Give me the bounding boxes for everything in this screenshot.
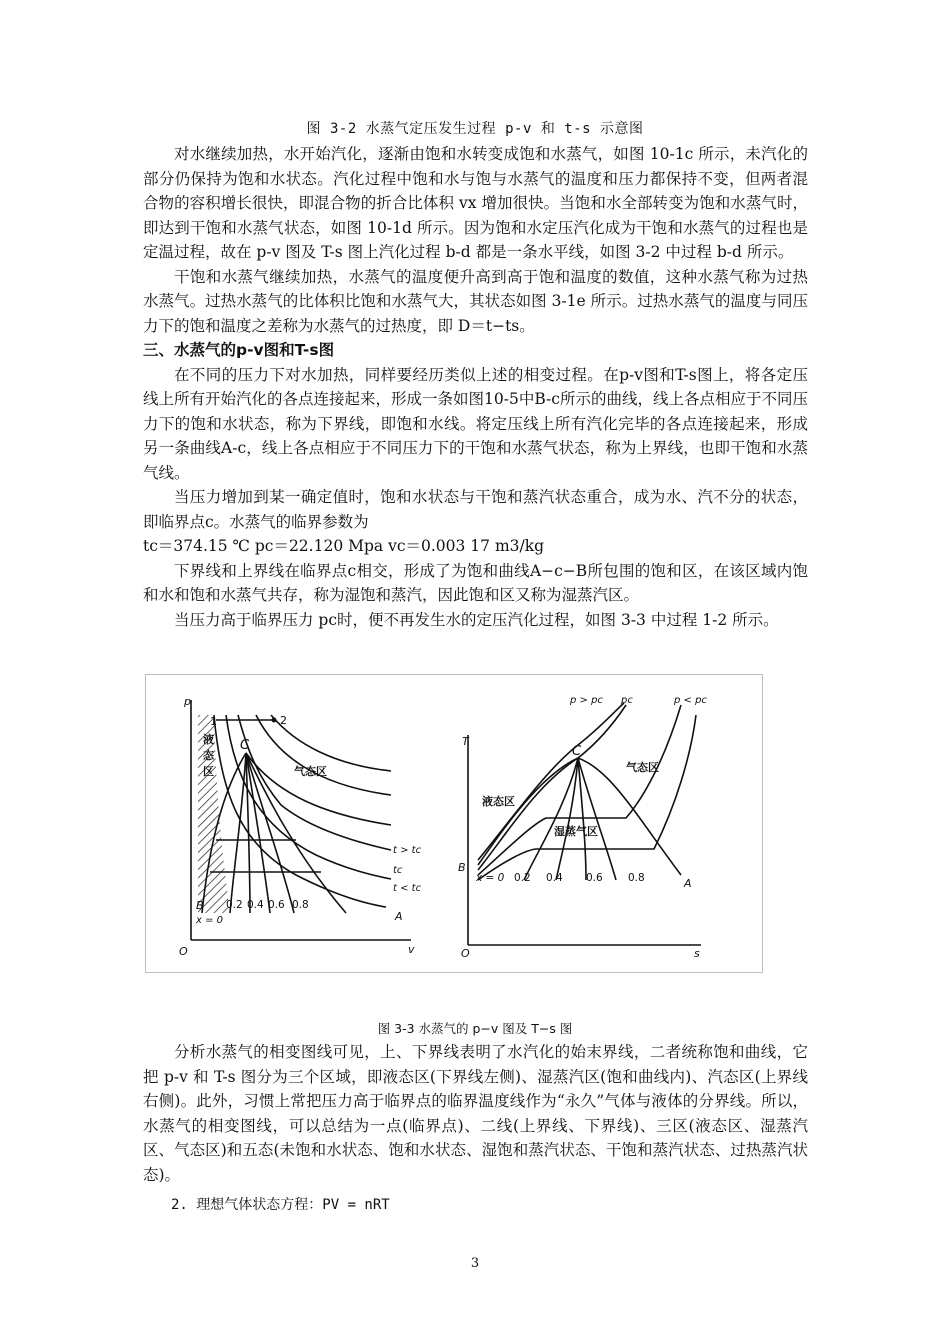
pv-t-below-label: t < tc — [393, 883, 422, 894]
ts-quality-label: 0.8 — [628, 872, 645, 884]
pv-t-crit-label: tc — [393, 865, 403, 876]
paragraph: 下界线和上界线在临界点c相交，形成了为饱和曲线A−c−B所包围的饱和区，在该区域内饱和水和饱和水蒸气共存，称为湿饱和蒸汽，因此饱和区又称为湿蒸汽区。 — [143, 561, 808, 604]
ts-wet-label: 湿蒸气区 — [554, 825, 598, 838]
pv-point-2: 2 — [280, 714, 287, 727]
ts-diagram — [468, 703, 701, 945]
pv-quality-label: 0.6 — [268, 899, 285, 911]
page-number: 3 — [470, 1256, 480, 1271]
pv-liquid-label: 态 — [203, 749, 214, 762]
ts-point-b: B — [458, 861, 466, 874]
pv-isotherm-critical — [246, 753, 391, 825]
pv-liquid-label: 区 — [203, 765, 214, 778]
pv-axis-v-label: v — [408, 943, 415, 956]
pv-isotherm — [271, 715, 391, 771]
ts-x-zero-label: x = 0 — [476, 872, 505, 884]
pv-gas-label: 气态区 — [294, 765, 327, 778]
ts-origin-label: O — [461, 947, 470, 960]
paragraph: 在不同的压力下对水加热，同样要经历类似上述的相变过程。在p-v图和T-s图上，将各定压线上所有开始汽化的各点连接起来，形成一条如图10-5中B-c所示的曲线，线上各点相应于不同压力下的饱和水状态，称为下界线，即饱和水线。将定压线上所有汽化完毕的各点连接起来，形成另一条曲线A-c，线上各点相应于不同压力下的干饱和水蒸气状态，称为上界线，也即干饱和水蒸气线。 — [143, 365, 808, 482]
ts-quality-line — [578, 758, 586, 880]
ts-axis-s-label: s — [694, 947, 700, 960]
pv-point-1: 1 — [210, 715, 217, 728]
ts-quality-line — [556, 758, 578, 880]
paragraph: 对水继续加热，水开始汽化，逐渐由饱和水转变成饱和水蒸气，如图 10-1c 所示，未汽化的部分仍保持为饱和水状态。汽化过程中饱和水与饱与水蒸气的温度和压力都保持不变，但两者混合物的容积增长很快，即混合物的折合比体积 vx 增加很快。当饱和水全部转变为饱和水蒸气时，即达到干饱和水蒸气状态，如图 10-1d 所示。因为饱和水定压汽化成为干饱和水蒸气的过程也是定温过程，故在 p-v 图及 T-s 图上汽化过程 b-d 都是一条水平线，如图 3-2 中过程 b-d 所示。 — [143, 145, 808, 261]
body-text-bottom — [143, 1040, 808, 1218]
ts-quality-label: 0.4 — [546, 872, 563, 884]
figure-3-3-caption: 图 3-3 水蒸气的 p−v 图及 T−s 图 — [377, 1021, 573, 1036]
ts-p-above-label: p > pc — [570, 695, 603, 706]
ts-axis-t-label: T — [462, 735, 469, 748]
ts-quality-label: 0.2 — [514, 872, 531, 884]
list-item: 2. 理想气体状态方程：PV = nRT — [171, 1197, 390, 1213]
ts-point-c: C — [572, 744, 582, 759]
paragraph: 干饱和水蒸气继续加热，水蒸气的温度便升高到高于饱和温度的数值，这种水蒸气称为过热水蒸气。过热水蒸气的比体积比饱和水蒸气大，其状态如图 3-1e 所示。过热水蒸气的温度与同压力下的饱和温度之差称为水蒸气的过热度，即 D＝t−ts。 — [143, 267, 808, 335]
ts-liquid-label: 液态区 — [482, 795, 515, 808]
pv-point-c: C — [240, 738, 250, 753]
pv-t-above-label: t > tc — [393, 845, 422, 856]
pv-quality-line — [246, 753, 294, 913]
pv-quality-line — [230, 753, 246, 913]
pv-quality-label: 0.4 — [247, 899, 264, 911]
phase-diagrams — [146, 675, 762, 972]
pv-quality-label: 0.2 — [226, 899, 243, 911]
paragraph: 分析水蒸气的相变图线可见，上、下界线表明了水汽化的始末界线，二者统称饱和曲线，它把 p-v 和 T-s 图分为三个区域，即液态区(下界线左侧)、湿蒸汽区(饱和曲线内)、汽态区(上界线右侧)。此外，习惯上常把压力高于临界点的临界温度线作为“永久”气体与液体的分界线。所以，水蒸气的相变图线，可以总结为一点(临界点)、二线(上界线、下界线)、三区(液态区、湿蒸汽区、气态区)和五态(未饱和水状态、饱和水状态、湿饱和蒸汽状态、干饱和蒸汽状态、过热蒸汽状态)。 — [143, 1043, 808, 1184]
paragraph: 当压力高于临界压力 pc时，便不再发生水的定压汽化过程，如图 3-3 中过程 1-2 所示。 — [174, 610, 779, 629]
ts-point-a: A — [684, 877, 692, 890]
pv-x-zero-label: x = 0 — [196, 915, 224, 926]
pv-origin-label: O — [179, 945, 188, 958]
ts-quality-label: 0.6 — [586, 872, 603, 884]
ts-p-below-label: p < pc — [674, 695, 707, 706]
pv-quality-label: 0.8 — [292, 899, 309, 911]
figure-3-2-caption: 图 3-2 水蒸气定压发生过程 p-v 和 t-s 示意图 — [306, 121, 644, 137]
pv-point-b: B — [196, 899, 204, 912]
ts-isobar-critical — [478, 705, 626, 870]
critical-parameters: tc＝374.15 ℃ pc＝22.120 Mpa vc＝0.003 17 m3/kg — [143, 537, 545, 555]
paragraph: 当压力增加到某一确定值时，饱和水状态与干饱和蒸汽状态重合，成为水、汽不分的状态，即临界点c。水蒸气的临界参数为 — [143, 488, 808, 531]
pv-point-a: A — [395, 910, 403, 923]
figure-3-3 — [145, 674, 763, 973]
ts-gas-label: 气态区 — [626, 761, 659, 774]
pv-isotherm — [226, 715, 391, 879]
ts-labels — [458, 695, 707, 960]
pv-axis-p-label: p — [184, 695, 191, 708]
body-text-top — [143, 142, 808, 632]
pv-liquid-label: 液 — [203, 733, 214, 746]
section-heading: 三、水蒸气的p-v图和T-s图 — [143, 341, 335, 359]
ts-p-crit-label: pc — [621, 695, 633, 706]
